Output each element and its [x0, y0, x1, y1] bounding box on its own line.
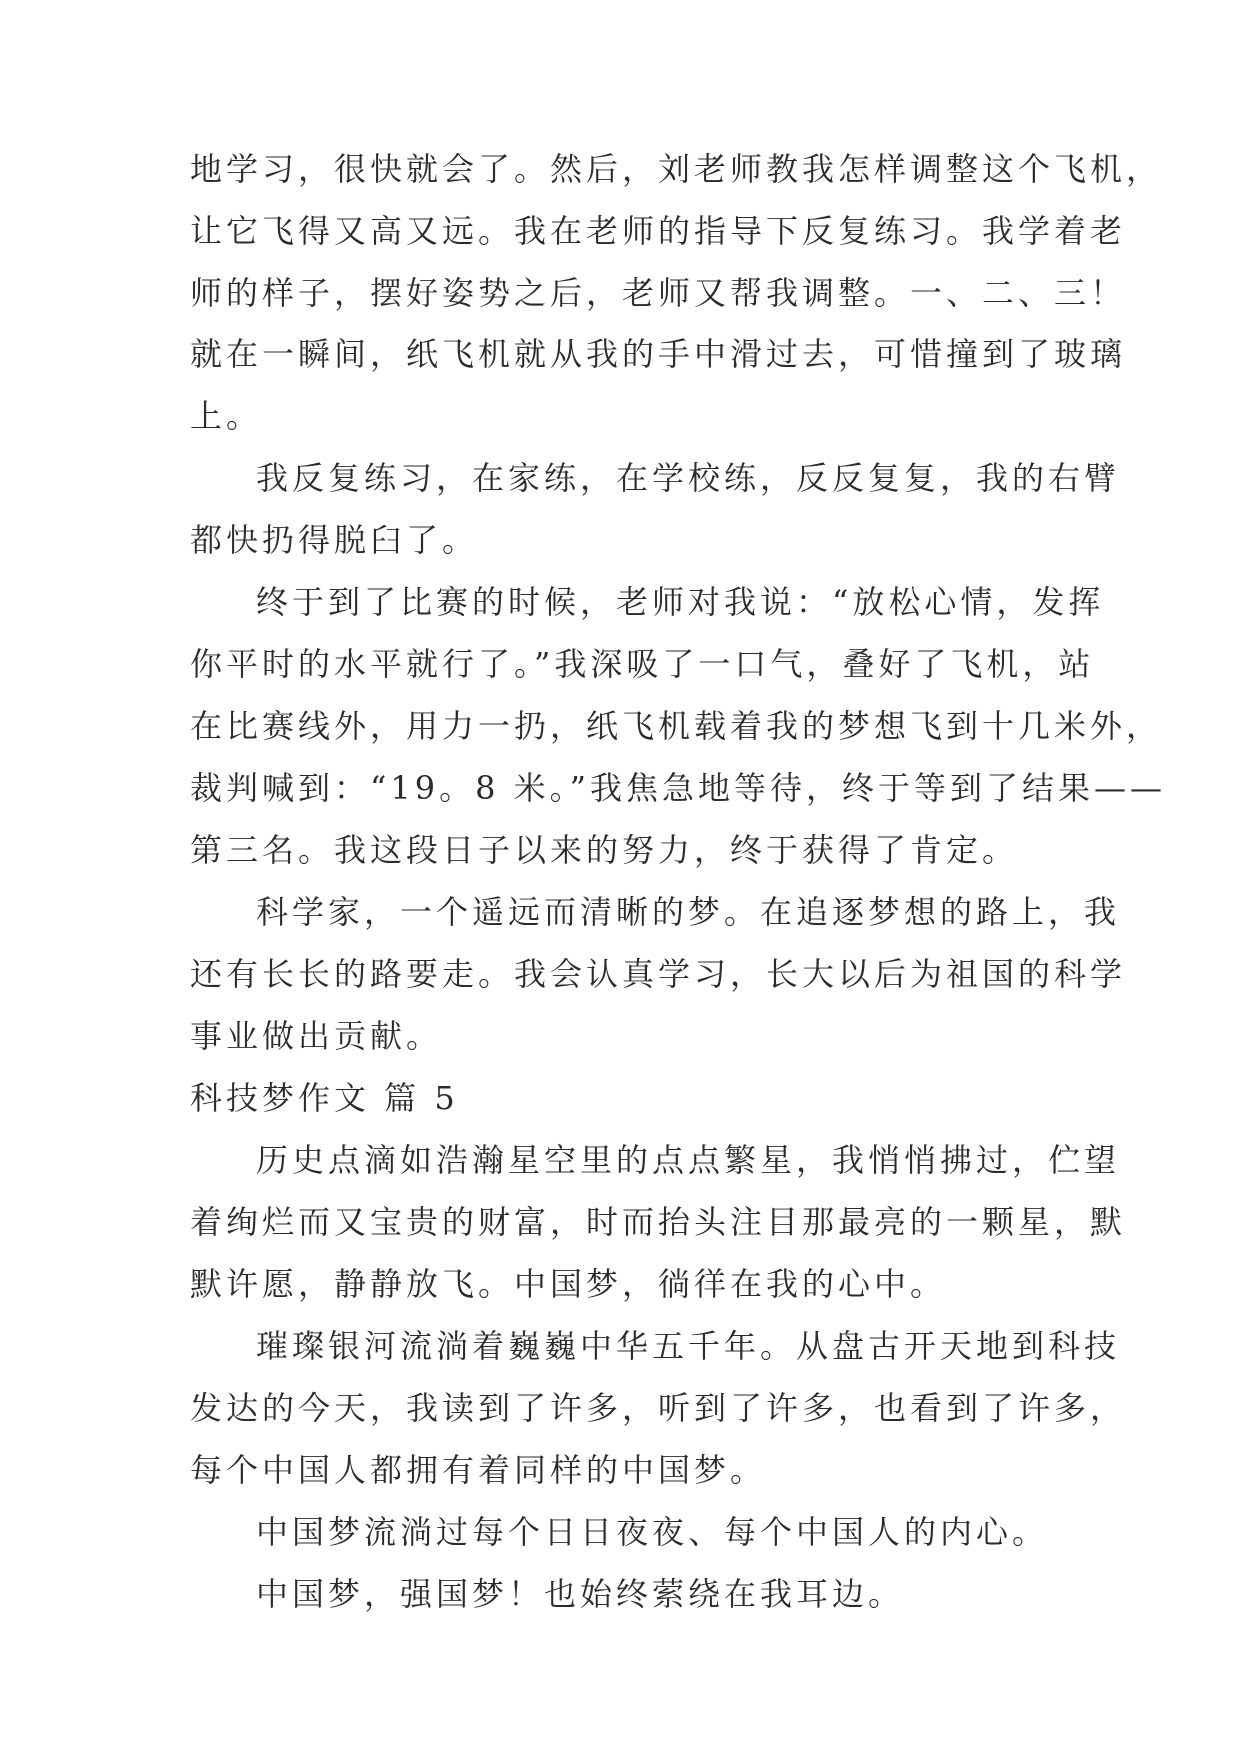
text-line: 着绚烂而又宝贵的财富，时而抬头注目那最亮的一颗星，默	[190, 1203, 1127, 1241]
text-line: 默许愿，静静放飞。中国梦，徜徉在我的心中。	[190, 1265, 947, 1303]
text-line: 都快扔得脱臼了。	[190, 521, 479, 559]
paragraph-first-line: 历史点滴如浩瀚星空里的点点繁星，我悄悄拂过，伫望	[256, 1141, 1121, 1179]
text-line: 师的样子，摆好姿势之后，老师又帮我调整。一、二、三！	[190, 274, 1127, 312]
text-line: 发达的今天，我读到了许多，听到了许多，也看到了许多，	[190, 1389, 1127, 1427]
text-line: 每个中国人都拥有着同样的中国梦。	[190, 1451, 767, 1489]
text-line: 上。	[190, 397, 263, 435]
paragraph-first-line: 终于到了比赛的时候，老师对我说：“放松心情，发挥	[256, 583, 1105, 621]
paragraph-first-line: 中国梦流淌过每个日日夜夜、每个中国人的内心。	[256, 1513, 1049, 1551]
paragraph-first-line: 科学家，一个遥远而清晰的梦。在追逐梦想的路上，我	[256, 893, 1121, 931]
text-line: 地学习，很快就会了。然后，刘老师教我怎样调整这个飞机，	[190, 150, 1163, 188]
paragraph-first-line: 璀璨银河流淌着巍巍中华五千年。从盘古开天地到科技	[256, 1327, 1121, 1365]
text-line: 第三名。我这段日子以来的努力，终于获得了肯定。	[190, 831, 1019, 869]
text-line: 让它飞得又高又远。我在老师的指导下反复练习。我学着老	[190, 212, 1127, 250]
text-line: 你平时的水平就行了。”我深吸了一口气，叠好了飞机，站	[190, 645, 1095, 683]
text-line: 就在一瞬间，纸飞机就从我的手中滑过去，可惜撞到了玻璃	[190, 335, 1127, 373]
text-line: 还有长长的路要走。我会认真学习，长大以后为祖国的科学	[190, 955, 1127, 993]
paragraph-first-line: 我反复练习，在家练，在学校练，反反复复，我的右臂	[256, 459, 1121, 497]
text-line: 事业做出贡献。	[190, 1017, 443, 1055]
text-line: 裁判喊到：“19。8 米。”我焦急地等待，终于等到了结果——	[190, 769, 1166, 807]
text-line: 在比赛线外，用力一扔，纸飞机载着我的梦想飞到十几米外，	[190, 707, 1163, 745]
section-heading: 科技梦作文 篇 5	[190, 1079, 459, 1117]
paragraph-first-line: 中国梦，强国梦！也始终萦绕在我耳边。	[256, 1575, 905, 1613]
